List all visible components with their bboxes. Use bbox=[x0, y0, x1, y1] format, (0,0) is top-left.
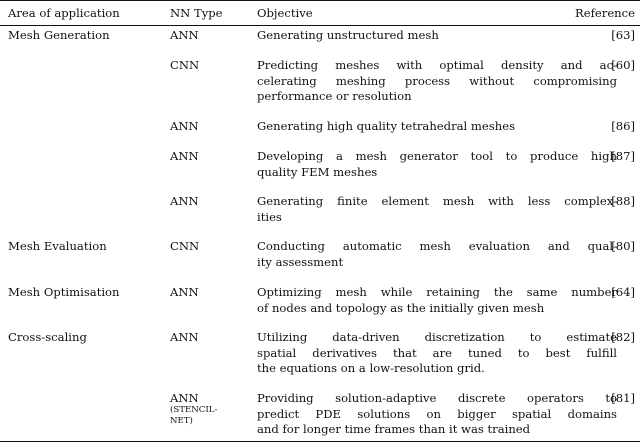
row-area: Mesh Evaluation bbox=[8, 239, 107, 253]
row-area: Cross-scaling bbox=[8, 330, 87, 344]
header-rule bbox=[0, 25, 640, 26]
row-nn-type: ANN bbox=[170, 330, 199, 344]
row-objective: Predicting meshes with optimal density and ac- celerating meshing process without compromising performance or resolution bbox=[257, 58, 617, 103]
header-reference: Reference bbox=[575, 6, 635, 20]
row-objective: Generating unstructured mesh bbox=[257, 28, 439, 42]
row-objective: Providing solution-adaptive discrete operators to predict PDE solutions on bigger spatial domains and for longer time frames than it was trained bbox=[257, 391, 617, 436]
row-nn-type: ANN bbox=[170, 28, 199, 42]
row-nn-type: CNN bbox=[170, 239, 200, 253]
row-reference: [82] bbox=[611, 330, 635, 344]
row-reference: [80] bbox=[611, 239, 635, 253]
row-area: Mesh Optimisation bbox=[8, 285, 120, 299]
row-reference: [81] bbox=[611, 391, 635, 405]
header-objective: Objective bbox=[257, 6, 313, 20]
row-objective: Developing a mesh generator tool to produce high quality FEM meshes bbox=[257, 149, 617, 179]
row-nn-type: ANN bbox=[170, 285, 199, 299]
row-nn-type: ANN bbox=[170, 119, 199, 133]
row-reference: [88] bbox=[611, 194, 635, 208]
row-nn-subtype: (STENCIL- NET) bbox=[170, 405, 218, 426]
row-nn-type: ANN bbox=[170, 194, 199, 208]
row-nn-type: CNN bbox=[170, 58, 200, 72]
row-reference: [63] bbox=[611, 28, 635, 42]
top-rule bbox=[0, 0, 640, 1]
bottom-rule bbox=[0, 441, 640, 442]
row-objective: Generating high quality tetrahedral meshes bbox=[257, 119, 516, 133]
row-reference: [60] bbox=[611, 58, 635, 72]
row-reference: [86] bbox=[611, 119, 635, 133]
row-nn-type: ANN bbox=[170, 391, 199, 405]
row-area: Mesh Generation bbox=[8, 28, 110, 42]
row-objective: Utilizing data-driven discretization to estimate spatial derivatives that are tuned to best fulfill the equations on a low-resolution grid. bbox=[257, 330, 617, 375]
row-objective: Conducting automatic mesh evaluation and qual- ity assessment bbox=[257, 239, 617, 269]
row-nn-type: ANN bbox=[170, 149, 199, 163]
header-area: Area of application bbox=[8, 6, 120, 20]
row-reference: [64] bbox=[611, 285, 635, 299]
row-reference: [87] bbox=[611, 149, 635, 163]
header-nn-type: NN Type bbox=[170, 6, 223, 20]
row-objective: Generating finite element mesh with less complex- ities bbox=[257, 194, 617, 224]
row-objective: Optimizing mesh while retaining the same number of nodes and topology as the initially given mesh bbox=[257, 285, 617, 315]
